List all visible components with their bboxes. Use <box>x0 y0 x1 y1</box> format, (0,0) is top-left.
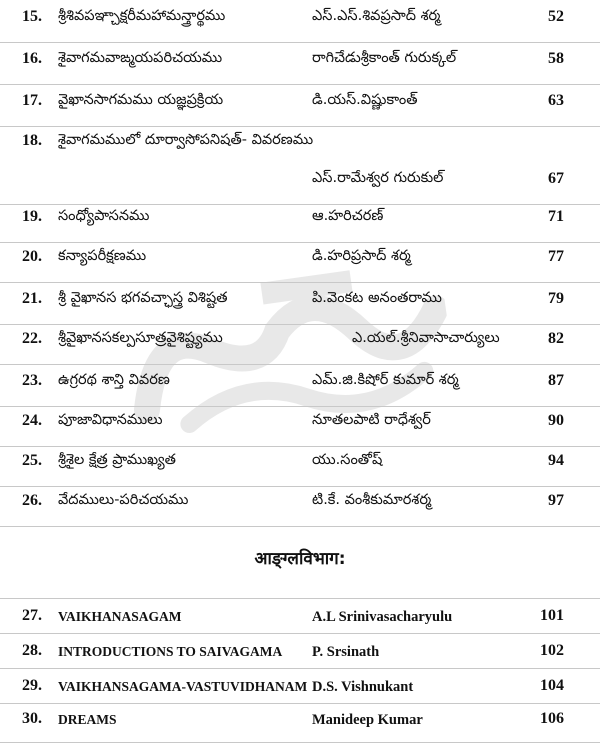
entry-number: 17. <box>22 92 42 109</box>
contents-row <box>0 404 600 447</box>
contents-row <box>0 84 600 127</box>
contents-row <box>0 162 600 205</box>
english-section-heading: आङ्ग्लविभाग: <box>254 549 346 569</box>
contents-row <box>0 364 600 407</box>
entry-page-number: 58 <box>548 50 564 67</box>
entry-number: 29. <box>22 677 42 694</box>
entry-page-number: 101 <box>540 607 564 624</box>
entry-title: శైవాగమములో దూర్వాసోపనిషత్- వివరణము <box>58 132 314 148</box>
contents-row <box>0 124 600 166</box>
contents-row-english <box>0 599 600 634</box>
entry-author: ఎ.యల్.శ్రీనివాసాచార్యులు <box>352 330 500 346</box>
entry-title: DREAMS <box>58 712 117 727</box>
contents-row <box>0 0 600 43</box>
contents-row <box>0 444 600 487</box>
entry-author: టి.కే. వంశీకుమారశర్మ <box>312 492 432 508</box>
entry-title: పూజావిధానములు <box>58 412 163 428</box>
entry-number: 28. <box>22 642 42 659</box>
entry-author: D.S. Vishnukant <box>312 679 414 695</box>
contents-row <box>0 322 600 365</box>
entry-author: ఎస్.ఎస్.శివప్రసాద్ శర్మ <box>312 8 441 24</box>
entry-author: A.L Srinivasacharyulu <box>312 609 453 625</box>
entry-author: P. Srsinath <box>312 644 380 660</box>
entry-author: నూతలపాటి రాధేశ్వర్ <box>312 412 431 428</box>
entry-number: 26. <box>22 492 42 509</box>
entry-page-number: 106 <box>540 710 564 727</box>
entry-author: రాగిచేడుశ్రీకాంత్ గురుక్కల్ <box>312 50 457 66</box>
entry-number: 30. <box>22 710 42 727</box>
entry-title: శ్రీశివపఞ్చాక్షరీమహామన్త్రార్థము <box>58 8 226 24</box>
contents-row <box>0 484 600 527</box>
entry-title: VAIKHANSAGAMA-VASTUVIDHANAM <box>58 679 308 694</box>
entry-title: INTRODUCTIONS TO SAIVAGAMA <box>58 644 283 659</box>
entry-number: 21. <box>22 290 42 307</box>
entry-number: 24. <box>22 412 42 429</box>
entry-number: 25. <box>22 452 42 469</box>
entry-title: శ్రీశైల క్షేత్ర ప్రాముఖ్యత <box>58 452 176 468</box>
entry-page-number: 77 <box>548 248 564 265</box>
entry-number: 22. <box>22 330 42 347</box>
entry-author: ఎమ్.జి.కిషోర్ కుమార్ శర్మ <box>312 372 459 388</box>
entry-page-number: 52 <box>548 8 564 25</box>
entry-page-number: 79 <box>548 290 564 307</box>
entry-title: వైఖానసాగమము యజ్ఞప్రక్రియ <box>58 92 224 108</box>
entry-title: VAIKHANASAGAM <box>58 609 182 624</box>
contents-row-english <box>0 634 600 669</box>
entry-page-number: 82 <box>548 330 564 347</box>
contents-row <box>0 240 600 283</box>
entry-page-number: 67 <box>548 170 564 187</box>
entry-title: శ్రీవైఖానసకల్పసూత్రవైశిష్ట్యము <box>58 330 223 346</box>
entry-author: Manideep Kumar <box>312 712 423 728</box>
entry-number: 18. <box>22 132 42 149</box>
entry-author: డి.యస్.విష్ణుకాంత్ <box>312 92 418 108</box>
entry-title: వేదములు-పరిచయము <box>58 492 189 508</box>
entry-number: 27. <box>22 607 42 624</box>
entry-page-number: 104 <box>540 677 564 694</box>
entry-number: 19. <box>22 208 42 225</box>
entry-title: సంధ్యోపాసనము <box>58 208 150 224</box>
entry-page-number: 71 <box>548 208 564 225</box>
entry-author: డి.హరిప్రసాద్ శర్మ <box>312 248 411 264</box>
entry-author: ఎస్.రామేశ్వర గురుకుల్ <box>312 170 444 186</box>
contents-row-english <box>0 702 600 743</box>
entry-page-number: 97 <box>548 492 564 509</box>
contents-row <box>0 282 600 325</box>
entry-number: 20. <box>22 248 42 265</box>
entry-number: 15. <box>22 8 42 25</box>
entry-author: ఆ.హరిచరణ్ <box>312 208 384 224</box>
entry-title: శ్రీ వైఖానస భగవచ్ఛాస్త్ర విశిష్టత <box>58 290 228 306</box>
entry-author: పి.వెంకట అనంతరాము <box>312 290 442 306</box>
entry-page-number: 94 <box>548 452 564 469</box>
entry-page-number: 90 <box>548 412 564 429</box>
entry-number: 16. <box>22 50 42 67</box>
contents-row <box>0 42 600 85</box>
entry-page-number: 102 <box>540 642 564 659</box>
entry-author: యు.సంతోష్ <box>312 452 383 468</box>
entry-title: కన్యాపరీక్షణము <box>58 248 147 264</box>
entry-title: శైవాగమవాఙ్మయపరిచయము <box>58 50 223 66</box>
contents-row <box>0 200 600 243</box>
entry-page-number: 87 <box>548 372 564 389</box>
entry-number: 23. <box>22 372 42 389</box>
entry-title: ఉగ్రరథ శాన్తి వివరణ <box>58 372 170 388</box>
contents-row-english <box>0 669 600 704</box>
entry-page-number: 63 <box>548 92 564 109</box>
